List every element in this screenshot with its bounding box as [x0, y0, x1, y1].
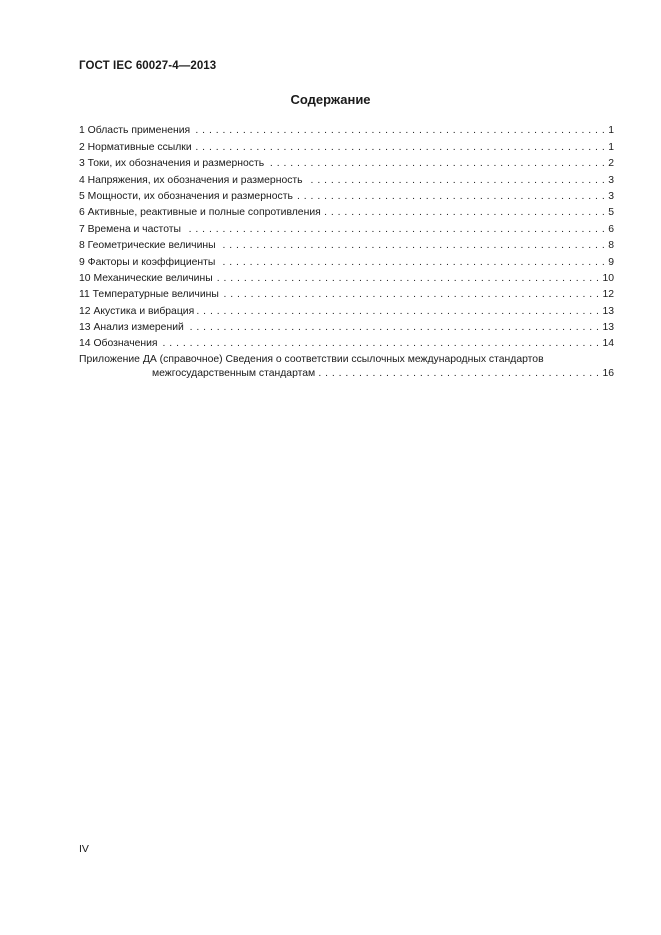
- toc-entry[interactable]: [79, 170, 614, 186]
- toc-title: Содержание: [290, 92, 371, 107]
- page-number: IV: [79, 843, 89, 855]
- toc-leader-dots: [184, 224, 605, 236]
- toc-entry-page: 12: [602, 289, 614, 301]
- toc-entry[interactable]: [79, 219, 614, 235]
- toc-entry-label: 7 Времена и частоты: [79, 223, 181, 235]
- toc-entry-page: 8: [608, 240, 614, 252]
- toc-leader-dots: [324, 207, 605, 219]
- toc-entry[interactable]: [79, 187, 614, 203]
- toc-leader-dots: [267, 158, 605, 170]
- toc-entry-page: 16: [602, 368, 614, 380]
- toc-appendix-label-line1: Приложение ДА (справочное) Сведения о соответствии ссылочных международных стандартов: [79, 354, 544, 366]
- toc-entry[interactable]: [79, 269, 614, 285]
- toc-leader-dots: [218, 257, 605, 269]
- toc-entry-label: 3 Токи, их обозначения и размерность: [79, 158, 265, 170]
- toc-appendix-label-line2: межгосударственным стандартам: [152, 368, 316, 380]
- toc-leader-dots: [222, 289, 600, 301]
- toc-entry-label: 8 Геометрические величины: [79, 240, 216, 252]
- toc-entry-appendix[interactable]: [79, 350, 614, 380]
- toc-entry[interactable]: [79, 252, 614, 268]
- toc-entry[interactable]: [79, 285, 614, 301]
- toc-entry-label: 2 Нормативные ссылки: [79, 141, 192, 153]
- toc-entry-page: 13: [602, 305, 614, 317]
- toc-leader-dots: [306, 175, 606, 187]
- toc-entry-page: 1: [608, 125, 614, 137]
- toc-entry-page: 14: [602, 338, 614, 350]
- toc-leader-dots: [296, 191, 605, 203]
- toc-entry-label: 14 Обозначения: [79, 338, 158, 350]
- toc-entry-label: 13 Анализ измерений: [79, 322, 184, 334]
- toc-entry[interactable]: [79, 203, 614, 219]
- toc-leader-dots: [219, 240, 606, 252]
- toc-entry[interactable]: [79, 154, 614, 170]
- toc-entry-label: 11 Температурные величины: [79, 289, 219, 301]
- toc-leader-dots: [161, 338, 600, 350]
- toc-entry[interactable]: [79, 301, 614, 317]
- toc-leader-dots: [216, 273, 600, 285]
- toc-entry-page: 5: [608, 207, 614, 219]
- toc-leader-dots: [193, 125, 605, 137]
- toc-leader-dots: [197, 306, 599, 318]
- toc-leader-dots: [195, 142, 606, 154]
- table-of-contents: [79, 121, 614, 380]
- toc-entry-page: 1: [608, 141, 614, 153]
- toc-entry-label: 5 Мощности, их обозначения и размерность: [79, 190, 293, 202]
- toc-leader-dots: [187, 322, 600, 334]
- toc-entry-page: 10: [602, 272, 614, 284]
- toc-entry[interactable]: [79, 236, 614, 252]
- toc-entry-label: 4 Напряжения, их обозначения и размерность: [79, 174, 303, 186]
- toc-entry-page: 6: [608, 223, 614, 235]
- toc-entry-page: 3: [608, 190, 614, 202]
- toc-entry-label: 6 Активные, реактивные и полные сопротивления: [79, 207, 321, 219]
- toc-entry-page: 2: [608, 158, 614, 170]
- toc-entry-page: 9: [608, 256, 614, 268]
- toc-entry[interactable]: [79, 121, 614, 137]
- toc-leader-dots: [318, 368, 599, 380]
- toc-entry-label: 12 Акустика и вибрация: [79, 305, 195, 317]
- toc-entry-page: 13: [602, 322, 614, 334]
- toc-entry-label: 10 Механические величины: [79, 272, 213, 284]
- toc-entry[interactable]: [79, 334, 614, 350]
- document-header: ГОСТ IEC 60027-4—2013: [79, 60, 217, 72]
- toc-entry[interactable]: [79, 318, 614, 334]
- toc-entry-label: 9 Факторы и коэффициенты: [79, 256, 216, 268]
- toc-entry-label: 1 Область применения: [79, 125, 191, 137]
- toc-entry[interactable]: [79, 137, 614, 153]
- toc-entry-page: 3: [608, 174, 614, 186]
